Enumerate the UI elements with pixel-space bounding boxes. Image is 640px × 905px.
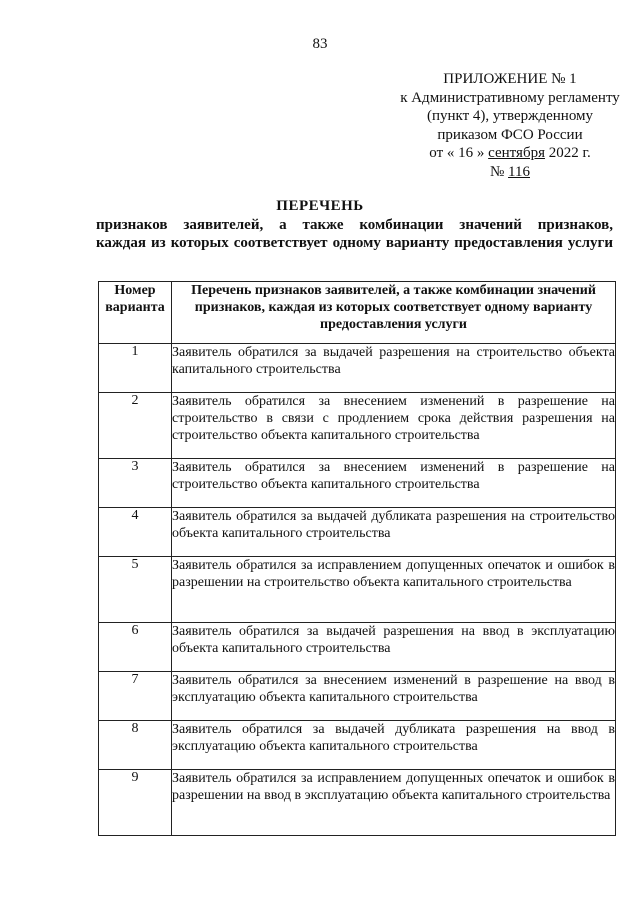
row-number: 3 xyxy=(99,459,172,508)
header-description: Перечень признаков заявителей, а также комбинации значений признаков, каждая из которых соответствует одному варианту предоставления услуги xyxy=(172,282,616,344)
row-number: 5 xyxy=(99,557,172,623)
appendix-number-prefix: № xyxy=(489,163,505,180)
row-description: Заявитель обратился за выдачей разрешения на ввод в эксплуатацию объекта капитального строительства xyxy=(172,623,616,672)
document-subtitle xyxy=(96,216,613,252)
appendix-date-month: сентября xyxy=(488,145,545,161)
row-number: 7 xyxy=(99,672,172,721)
table-row xyxy=(99,721,616,770)
appendix-date xyxy=(388,144,632,163)
table-row xyxy=(99,623,616,672)
appendix-number xyxy=(388,163,632,182)
table-row xyxy=(99,344,616,393)
table-header-row xyxy=(99,282,616,344)
table-row xyxy=(99,770,616,836)
table-row xyxy=(99,508,616,557)
page-number: 83 xyxy=(312,36,328,52)
row-description: Заявитель обратился за выдачей дубликата разрешения на ввод в эксплуатацию объекта капитального строительства xyxy=(172,721,616,770)
appendix-clause: (пункт 4), утвержденному xyxy=(426,108,594,124)
row-number: 8 xyxy=(99,721,172,770)
appendix-number-value: 116 xyxy=(508,163,530,180)
table-row xyxy=(99,459,616,508)
appendix-regulation: к Административному регламенту xyxy=(400,89,620,106)
appendix-date-suffix: 2022 г. xyxy=(548,145,591,161)
table-row xyxy=(99,672,616,721)
appendix-date-prefix: от « 16 » xyxy=(429,145,485,161)
row-number: 2 xyxy=(99,393,172,459)
table-row xyxy=(99,557,616,623)
header-number: Номер варианта xyxy=(99,282,172,344)
row-description: Заявитель обратился за выдачей разрешения на строительство объекта капитального строительства xyxy=(172,344,616,393)
document-title: ПЕРЕЧЕНЬ xyxy=(276,198,364,214)
row-description: Заявитель обратился за внесением изменений в разрешение на строительство объекта капитального строительства xyxy=(172,459,616,508)
row-number: 6 xyxy=(99,623,172,672)
subtitle-line-1: признаков заявителей, а также комбинации значений признаков, xyxy=(96,217,613,233)
row-description: Заявитель обратился за исправлением допущенных опечаток и ошибок в разрешении на строительство объекта капитального строительства xyxy=(172,557,616,623)
appendix-block xyxy=(388,70,632,181)
row-description: Заявитель обратился за внесением изменений в разрешение на ввод в эксплуатацию объекта капитального строительства xyxy=(172,672,616,721)
table-row xyxy=(99,393,616,459)
subtitle-line-2: каждая из которых соответствует одному варианту предоставления услуги xyxy=(96,235,613,251)
row-number: 9 xyxy=(99,770,172,836)
row-description: Заявитель обратился за исправлением допущенных опечаток и ошибок в разрешении на ввод в эксплуатацию объекта капитального строительства xyxy=(172,770,616,836)
row-number: 4 xyxy=(99,508,172,557)
variants-table xyxy=(98,281,616,836)
row-description: Заявитель обратился за внесением изменений в разрешение на строительство в связи с продлением срока действия разрешения на строительство объекта капитального строительства xyxy=(172,393,616,459)
row-number: 1 xyxy=(99,344,172,393)
appendix-order: приказом ФСО России xyxy=(437,126,583,143)
row-description: Заявитель обратился за выдачей дубликата разрешения на строительство объекта капитального строительства xyxy=(172,508,616,557)
appendix-title: ПРИЛОЖЕНИЕ № 1 xyxy=(443,71,577,87)
